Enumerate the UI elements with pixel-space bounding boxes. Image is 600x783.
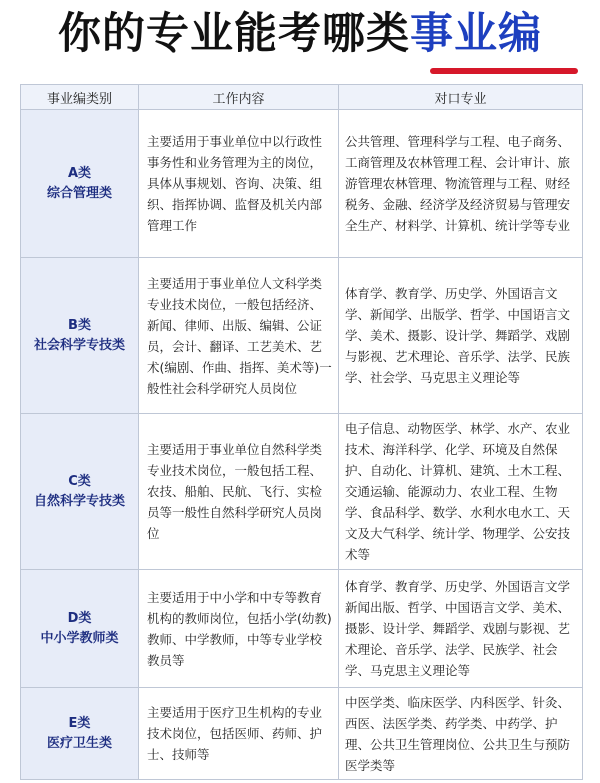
category-cell (21, 688, 139, 780)
title-underline (430, 68, 578, 74)
majors-cell: 电子信息、动物医学、林学、水产、农业技术、海洋科学、化学、环境及自然保护、自动化、计算机、建筑、土木工程、交通运输、能源动力、农业工程、生物学、食品科学、数学、水利水电水工、天文及大气科学、统计学、物理学、公安技术等 (339, 414, 583, 570)
category-cell (21, 258, 139, 414)
table-row (21, 570, 583, 688)
category-name: 综合管理类 (46, 185, 112, 201)
category-cell (21, 110, 139, 258)
majors-cell: 中医学类、临床医学、内科医学、针灸、西医、法医学类、药学类、中药学、护理、公共卫生管理岗位、公共卫生与预防医学类等 (339, 688, 583, 780)
work-cell: 主要适用于医疗卫生机构的专业技术岗位，包括医师、药师、护士、技师等 (139, 688, 339, 780)
page-title (0, 6, 600, 62)
category-name: 社会科学专技类 (33, 337, 125, 353)
category-cell (21, 414, 139, 570)
category-cell (21, 570, 139, 688)
category-code: A类 (67, 165, 92, 181)
category-name: 自然科学专技类 (33, 493, 125, 509)
category-code: C类 (68, 473, 91, 489)
table-row (21, 110, 583, 258)
category-name: 中小学教师类 (40, 630, 119, 646)
category-code: B类 (68, 317, 91, 333)
work-cell: 主要适用于事业单位自然科学类专业技术岗位，一般包括工程、农技、船舶、民航、飞行、实检员等一般性自然科学研究人员岗位 (139, 414, 339, 570)
header-work: 工作内容 (139, 85, 339, 110)
header-category: 事业编类别 (21, 85, 139, 110)
title-main: 你的专业能考哪类 (58, 9, 410, 59)
majors-cell: 体育学、教育学、历史学、外国语言文学新闻出版、哲学、中国语言文学、美术、摄影、设计学、舞蹈学、戏剧与影视、艺术理论、音乐学、法学、民族学、社会学、马克思主义理论等 (339, 570, 583, 688)
majors-cell: 公共管理、管理科学与工程、电子商务、工商管理及农林管理工程、会计审计、旅游管理农林管理、物流管理与工程、财经税务、金融、经济学及经济贸易与管理安全生产、材料学、计算机、统计学等专业 (339, 110, 583, 258)
table-row (21, 414, 583, 570)
category-table (20, 84, 583, 780)
majors-cell: 体育学、教育学、历史学、外国语言文学、新闻学、出版学、哲学、中国语言文学、美术、摄影、设计学、舞蹈学、戏剧与影视、艺术理论、音乐学、法学、民族学、社会学、马克思主义理论等 (339, 258, 583, 414)
title-highlight: 事业编 (410, 9, 542, 59)
category-name: 医疗卫生类 (46, 735, 112, 751)
table-row (21, 688, 583, 780)
table-header-row (21, 85, 583, 110)
table-row (21, 258, 583, 414)
header-majors: 对口专业 (339, 85, 583, 110)
work-cell: 主要适用于中小学和中专等教育机构的教师岗位，包括小学(幼教)教师、中学教师，中等专业学校教员等 (139, 570, 339, 688)
category-code: D类 (67, 610, 92, 626)
work-cell: 主要适用于事业单位人文科学类专业技术岗位，一般包括经济、新闻、律师、出版、编辑、公证员，会计、翻译、工艺美术、艺术(编剧、作曲、指挥、美术等)一般性社会科学研究人员岗位 (139, 258, 339, 414)
category-code: E类 (68, 715, 91, 731)
work-cell: 主要适用于事业单位中以行政性事务性和业务管理为主的岗位，具体从事规划、咨询、决策、组织、指挥协调、监督及机关内部管理工作 (139, 110, 339, 258)
